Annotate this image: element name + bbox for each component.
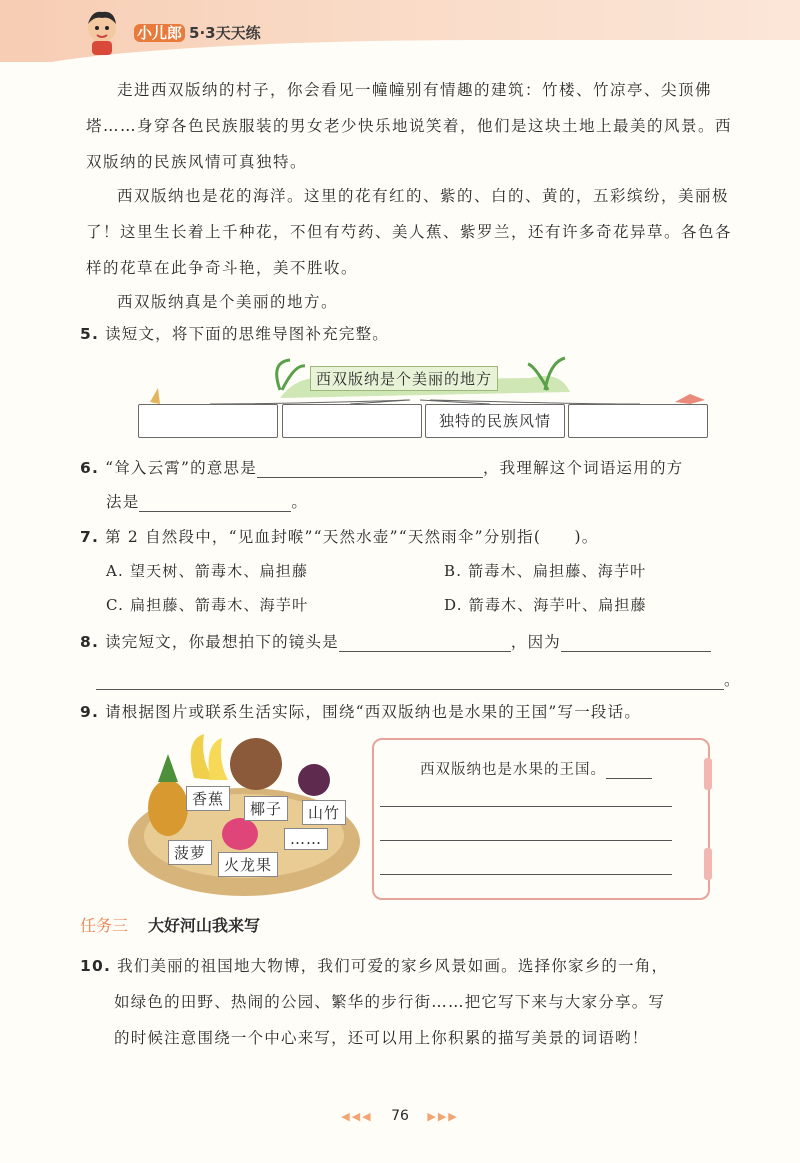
question-text: 请根据图片或联系生活实际，围绕“西双版纳也是水果的王国”写一段话。 — [105, 703, 642, 721]
option-c[interactable]: C. 扁担藤、箭毒木、海芋叶 — [106, 596, 309, 614]
fruit-label-banana: 香蕉 — [186, 786, 230, 811]
brand-title — [134, 22, 261, 43]
fruit-label-coconut: 椰子 — [244, 796, 288, 821]
question-text: 读短文，将下面的思维导图补充完整。 — [105, 325, 389, 343]
butterfly-left-icon — [150, 388, 160, 404]
writing-line[interactable] — [380, 840, 672, 841]
question-number: 5. — [80, 325, 100, 343]
fruit-label-more: …… — [284, 828, 328, 850]
question-7 — [80, 525, 598, 547]
writing-card — [372, 738, 710, 900]
passage-paragraph-3: 西双版纳真是个美丽的地方。 — [117, 293, 339, 311]
dragon-fruit-icon — [222, 818, 258, 850]
mind-map-box-1[interactable] — [138, 404, 278, 438]
question-10-line2: 如绿色的田野、热闹的公园、繁华的步行街……把它写下来与大家分享。写 — [114, 993, 666, 1011]
mascot-boy-icon — [80, 8, 124, 56]
option-a[interactable]: A. 望天树、箭毒木、扁担藤 — [106, 562, 309, 580]
question-8-line2 — [96, 668, 741, 690]
writing-card-prompt — [420, 758, 652, 779]
section-title: 大好河山我来写 — [148, 916, 261, 935]
question-text: 。 — [291, 493, 309, 511]
mind-map-box-3: 独特的民族风情 — [425, 404, 565, 438]
card-tab — [704, 758, 712, 790]
question-number: 8. — [80, 633, 100, 651]
option-d[interactable]: D. 箭毒木、海芋叶、扁担藤 — [444, 596, 647, 614]
question-6-line2 — [106, 490, 308, 512]
mind-map-box-2[interactable] — [282, 404, 422, 438]
passage-paragraph-2: 西双版纳也是花的海洋。这里的花有红的、紫的、白的、黄的，五彩缤纷，美丽极了！这里生长着上千种花，不但有芍药、美人蕉、紫罗兰，还有许多奇花异草。各色各样的花草在此争奇斗艳，美不胜收。 — [86, 187, 733, 277]
page-footer — [0, 1108, 800, 1124]
brand-sub: 5·3天天练 — [189, 24, 261, 42]
butterfly-right-icon — [675, 394, 705, 404]
question-text: 我们美丽的祖国地大物博，我们可爱的家乡风景如画。选择你家乡的一角， — [117, 957, 669, 975]
writing-line[interactable] — [380, 874, 672, 875]
fruit-label-pineapple: 菠萝 — [168, 840, 212, 865]
question-number: 7. — [80, 528, 100, 546]
question-10-line3: 的时候注意围绕一个中心来写，还可以用上你积累的描写美景的词语哟！ — [114, 1029, 649, 1047]
answer-blank[interactable] — [139, 491, 291, 512]
section-heading — [80, 913, 260, 936]
question-6 — [80, 456, 683, 478]
section-label: 任务三 — [80, 916, 129, 935]
question-text: ，我理解这个词语运用的方 — [482, 459, 684, 477]
left-arrows-icon: ◀◀◀ — [341, 1110, 373, 1123]
answer-blank[interactable] — [561, 631, 711, 652]
question-5 — [80, 322, 389, 344]
mind-map-center: 西双版纳是个美丽的地方 — [310, 366, 498, 391]
question-number: 10. — [80, 957, 112, 975]
question-text: “耸入云霄”的意思是 — [105, 459, 257, 477]
page-number: 76 — [391, 1108, 409, 1124]
question-text: ，因为 — [510, 633, 561, 651]
answer-blank[interactable] — [257, 457, 483, 478]
right-arrows-icon: ▶▶▶ — [427, 1110, 459, 1123]
question-text: 读完短文，你最想拍下的镜头是 — [105, 633, 339, 651]
coconut-icon — [230, 738, 282, 790]
fruit-label-mangosteen: 山竹 — [302, 800, 346, 825]
question-10 — [80, 954, 668, 976]
writing-line[interactable] — [380, 806, 672, 807]
banana-icon — [209, 738, 229, 780]
question-text: 法是 — [106, 493, 140, 511]
answer-blank[interactable] — [96, 671, 724, 690]
mangosteen-icon — [298, 764, 330, 796]
question-number: 6. — [80, 459, 100, 477]
writing-card-text: 西双版纳也是水果的王国。 — [420, 762, 606, 778]
passage-paragraph-1: 走进西双版纳的村子，你会看见一幢幢别有情趣的建筑：竹楼、竹凉亭、尖顶佛塔……身穿各色民族服装的男女老少快乐地说笑着，他们是这块土地上最美的风景。西双版纳的民族风情可真独特。 — [86, 81, 733, 171]
question-text: 。 — [724, 671, 741, 689]
answer-blank[interactable] — [606, 762, 652, 779]
pineapple-leaves-icon — [158, 754, 178, 782]
fruit-label-dragon-fruit: 火龙果 — [218, 852, 278, 877]
question-number: 9. — [80, 703, 100, 721]
pineapple-icon — [148, 780, 188, 836]
question-8 — [80, 630, 711, 652]
brand-main: 小儿郎 — [134, 24, 185, 42]
option-b[interactable]: B. 箭毒木、扁担藤、海芋叶 — [444, 562, 647, 580]
answer-blank[interactable] — [339, 631, 511, 652]
question-9 — [80, 700, 641, 722]
card-tab — [704, 848, 712, 880]
question-text: 第 2 自然段中，“见血封喉”“天然水壶”“天然雨伞”分别指( )。 — [105, 528, 599, 546]
mind-map-box-4[interactable] — [568, 404, 708, 438]
